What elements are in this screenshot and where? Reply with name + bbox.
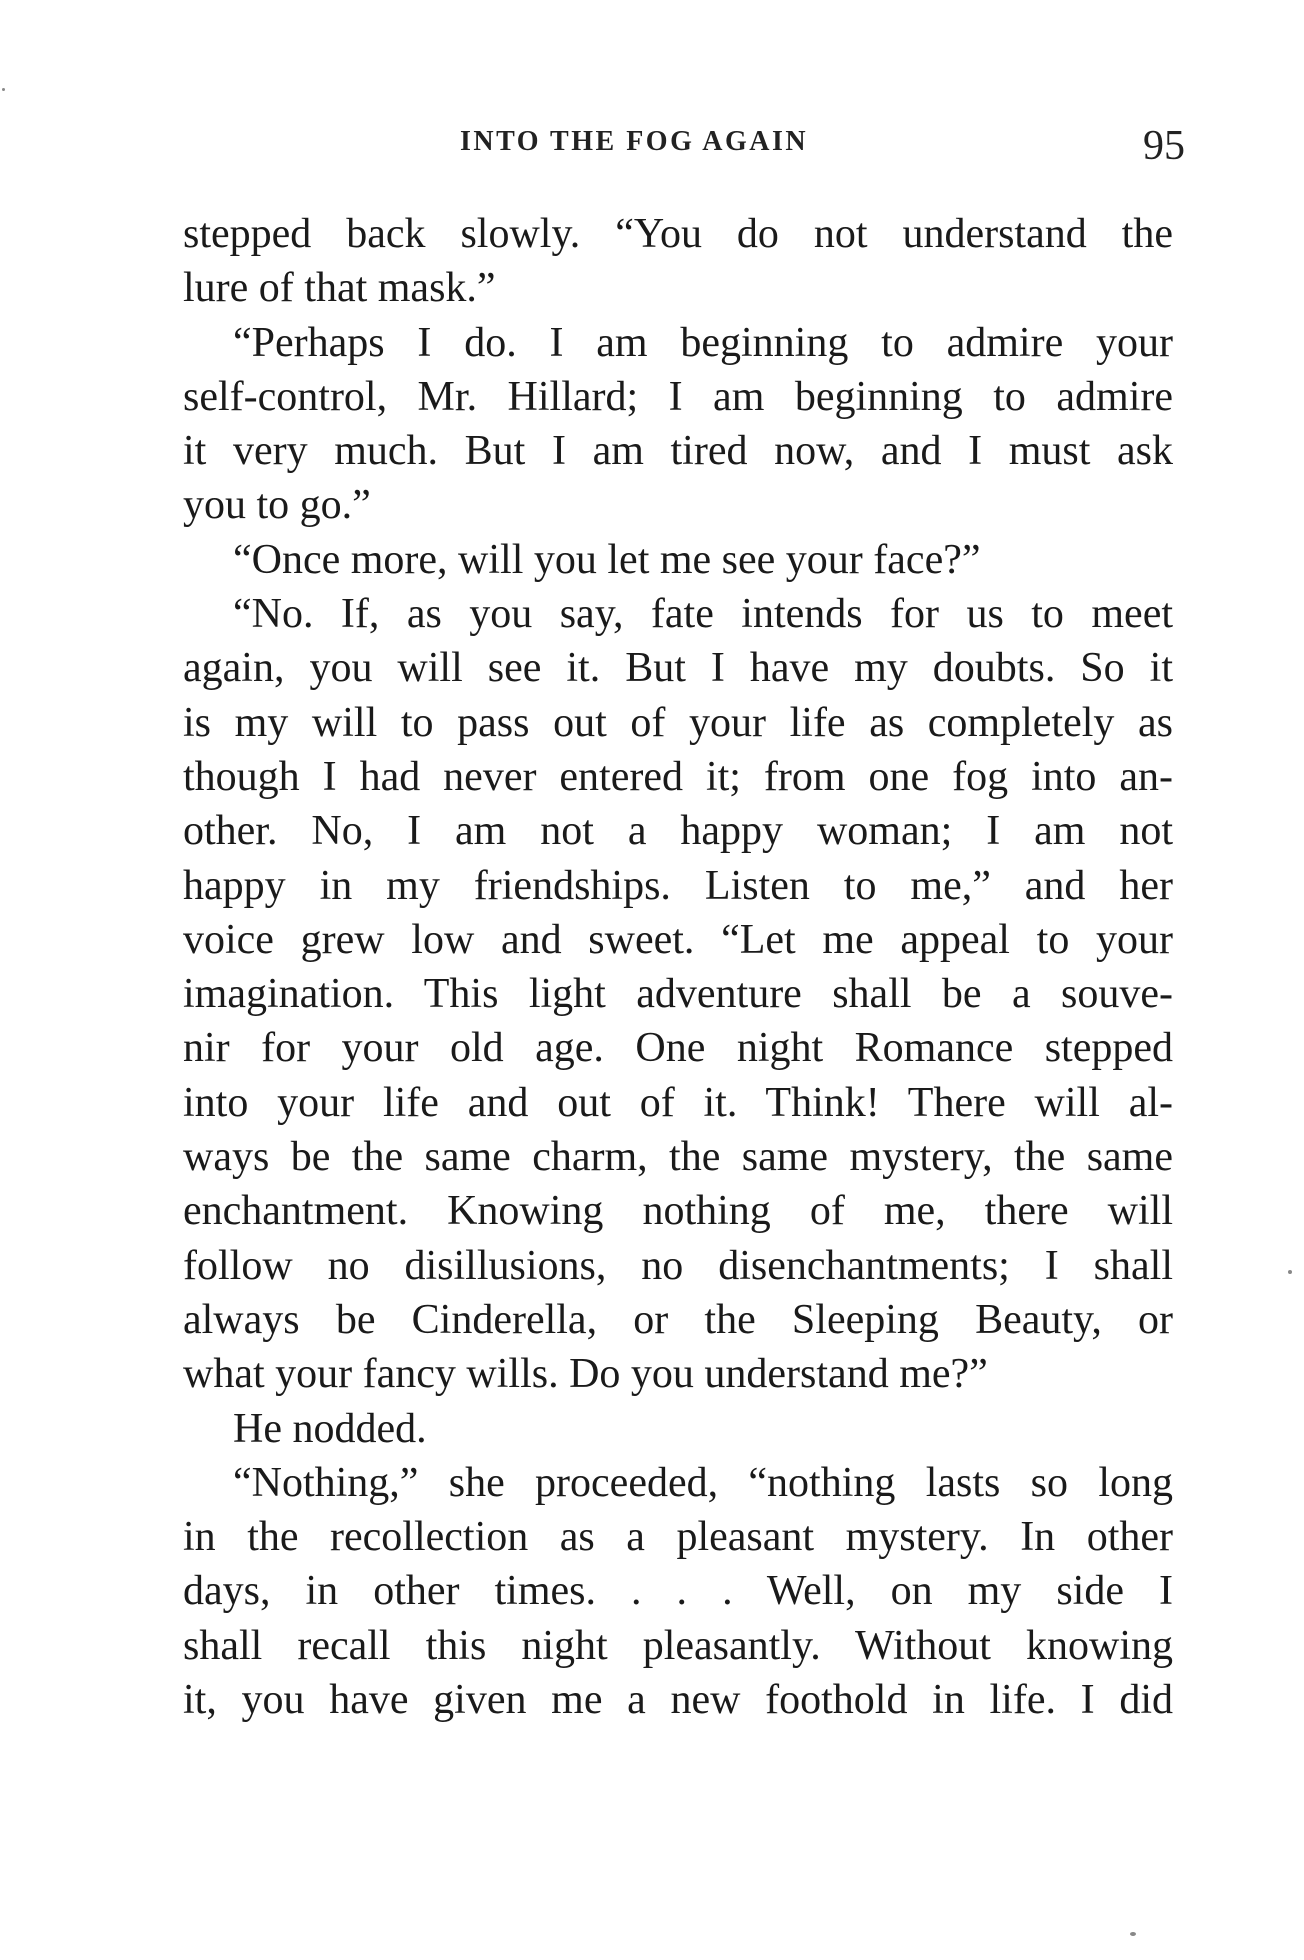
text-line: in the recollection as a pleasant mystery. In other [183,1514,1173,1561]
text-line: self-control, Mr. Hillard; I am beginning to admire [183,373,1173,420]
text-line: again, you will see it. But I have my doubts. So it [183,645,1173,692]
body-text [183,207,1173,1727]
text-line: ways be the same charm, the same mystery, the same [183,1134,1173,1181]
text-line: “Perhaps I do. I am beginning to admire your [233,319,1173,366]
text-line: always be Cinderella, or the Sleeping Beauty, or [183,1296,1173,1343]
text-line: what your fancy wills. Do you understand me?” [183,1351,988,1398]
text-line: is my will to pass out of your life as completely as [183,699,1173,746]
text-line: imagination. This light adventure shall be a souve- [183,971,1173,1018]
text-line: though I had never entered it; from one fog into an- [183,753,1173,800]
page-number: 95 [1143,123,1185,169]
text-line: shall recall this night pleasantly. Without knowing [183,1622,1173,1669]
text-line: nir for your old age. One night Romance stepped [183,1025,1173,1072]
text-line: voice grew low and sweet. “Let me appeal to your [183,916,1173,963]
text-line: happy in my friendships. Listen to me,” and her [183,862,1173,909]
text-line: follow no disillusions, no disenchantments; I shall [183,1242,1173,1289]
paper-speck [2,88,5,91]
text-line: enchantment. Knowing nothing of me, there will [183,1188,1173,1235]
text-line: stepped back slowly. “You do not understand the [183,211,1173,257]
text-line: He nodded. [233,1405,427,1452]
paper-speck [1288,1270,1292,1274]
running-head: INTO THE FOG AGAIN [460,126,809,157]
paper-speck [1130,1932,1136,1936]
text-line: lure of that mask.” [183,265,496,312]
text-line: it very much. But I am tired now, and I must ask [183,428,1173,475]
text-line: into your life and out of it. Think! There will al- [183,1079,1173,1126]
text-line: it, you have given me a new foothold in life. I did [183,1677,1173,1724]
text-line: other. No, I am not a happy woman; I am not [183,808,1173,855]
text-line: days, in other times. . . . Well, on my side I [183,1568,1173,1615]
text-line: “Nothing,” she proceeded, “nothing lasts so long [233,1459,1173,1506]
text-line: you to go.” [183,482,371,529]
text-line: “No. If, as you say, fate intends for us to meet [233,591,1173,638]
text-line: “Once more, will you let me see your face?” [233,536,981,583]
